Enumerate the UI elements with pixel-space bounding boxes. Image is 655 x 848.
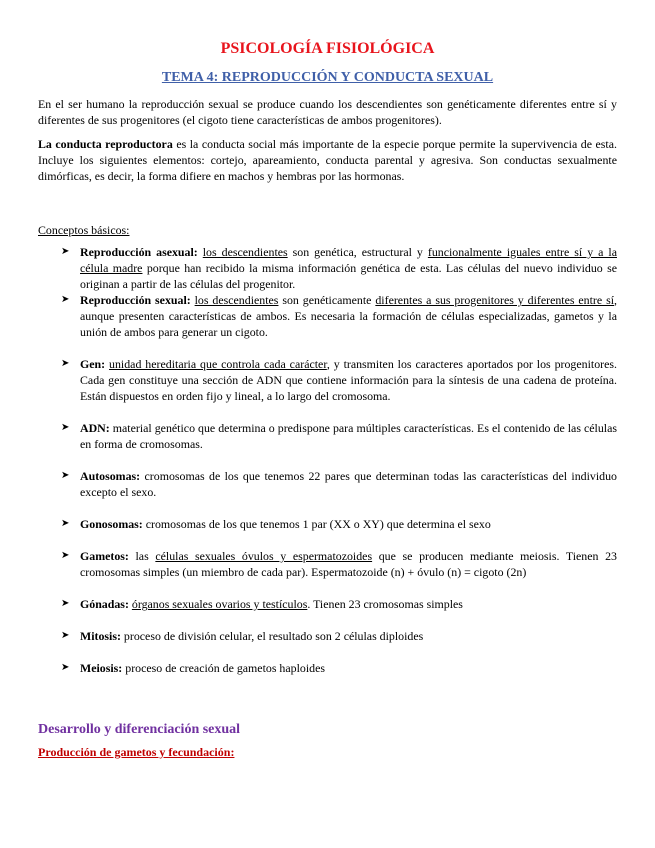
arrow-bullet-icon: ➤ [61,550,70,561]
def-underlined: funcionalmente iguales entre sí y a la célula madre [80,245,617,275]
def-gonadas: ➤ Gónadas: órganos sexuales ovarios y testículos. Tienen 23 cromosomas simples [61,597,463,611]
def-gametos: ➤ Gametos: las células sexuales óvulos y espermatozoides que se producen mediante meiosis. Tienen 23 cromosomas simples (un miembro de cada par). Espermatozoide (n) + óvulo (n) = cigoto (2n) [61,549,618,579]
def-underlined: unidad hereditaria que controla cada carácter [109,357,327,371]
section-title: Desarrollo y diferenciación sexual [38,722,241,737]
def-underlined: órganos sexuales ovarios y testículos [131,597,308,611]
def-adn: ➤ ADN: material genético que determina o predispone para múltiples características. Es el contenido de las células en forma de cromosomas. [61,421,617,451]
def-term: Mitosis: [80,629,121,643]
arrow-bullet-icon: ➤ [61,630,70,641]
arrow-bullet-icon: ➤ [61,294,70,305]
def-term: ADN: [80,421,110,435]
def-reproduccion-sexual: ➤ Reproducción sexual: los descendientes son genéticamente diferentes a sus progenitores y diferentes entre sí, aunque presenten características de ambos. Es necesaria la formación de células especializadas, gametos y la unión de ambos para generar un cigoto. [61,293,617,339]
def-meiosis: ➤ Meiosis: proceso de creación de gametos haploides [61,661,326,675]
def-term: Meiosis: [80,661,123,675]
def-mitosis: ➤ Mitosis: proceso de división celular, el resultado son 2 células diploides [61,629,424,643]
document-subtitle [38,68,617,88]
def-autosomas: ➤ Autosomas: cromosomas de los que tenemos 22 pares que determinan todas las características del individuo excepto el sexo. [61,469,617,499]
def-underlined: células sexuales óvulos y espermatozoides [155,549,373,563]
arrow-bullet-icon: ➤ [61,598,70,609]
arrow-bullet-icon: ➤ [61,662,70,673]
arrow-bullet-icon: ➤ [61,358,70,369]
conducta-paragraph [38,136,617,184]
def-underlined: diferentes a sus progenitores y diferentes entre sí [375,293,615,307]
conducta-term: La conducta reproductora [38,137,173,151]
arrow-bullet-icon: ➤ [61,470,70,481]
def-term: Autosomas: [80,469,141,483]
definitions-list [38,244,617,676]
arrow-bullet-icon: ➤ [61,246,70,257]
def-gen: ➤ Gen: unidad hereditaria que controla cada carácter, y transmiten los caracteres aportados por los progenitores. Cada gen constituye una sección de ADN que contiene información para la síntesis de una cadena de proteína. Están dispuestos en orden fijo y lineal, a lo largo del cromosoma. [61,357,617,403]
conceptos-heading: Conceptos básicos: [38,223,130,237]
def-reproduccion-asexual: ➤ Reproducción asexual: los descendientes son genética, estructural y funcionalmente iguales entre sí y a la célula madre porque han recibido la misma información genética de esta. Las células del nuevo individuo se originan a partir de las células del progenitor. [61,245,617,291]
section-subtitle: Producción de gametos y fecundación: [38,745,235,759]
document-title: PSICOLOGÍA FISIOLÓGICA [220,40,435,57]
def-term: Reproducción sexual: [80,293,191,307]
def-term: Reproducción asexual: [80,245,198,259]
def-underlined: los descendientes [194,293,279,307]
def-term: Gonosomas: [80,517,143,531]
def-term: Gen: [80,357,106,371]
arrow-bullet-icon: ➤ [61,518,70,529]
def-underlined: los descendientes [202,245,288,259]
def-term: Gametos: [80,549,129,563]
def-term: Gónadas: [80,597,129,611]
conducta-text: es la conducta social más importante de la especie porque permite la supervivencia de esta. Incluye los siguientes elementos: cortejo, apareamiento, conducta parental y agresiva. Son conductas sexualmente dimórficas, es decir, la forma difiere en machos y hembras por las hormonas. [38,137,617,183]
intro-paragraph: En el ser humano la reproducción sexual se produce cuando los descendientes son genéticamente diferentes entre sí y diferentes de sus progenitores (el cigoto tiene características de ambos progenitores). [38,97,617,127]
def-gonosomas: ➤ Gonosomas: cromosomas de los que tenemos 1 par (XX o XY) que determina el sexo [61,517,491,531]
subtitle-text: TEMA 4: REPRODUCCIÓN Y CONDUCTA SEXUAL [161,70,494,85]
arrow-bullet-icon: ➤ [61,422,70,433]
